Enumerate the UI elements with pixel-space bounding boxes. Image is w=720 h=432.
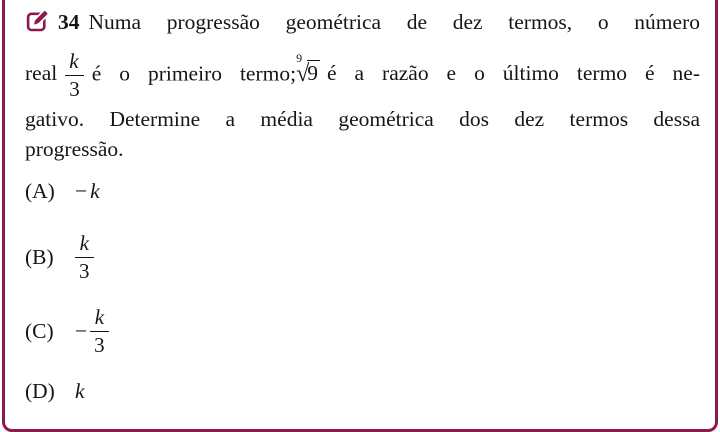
radical-index: 9 [296, 51, 303, 66]
option-d-label: (D) [25, 378, 55, 403]
ninth-root-radical [296, 51, 320, 88]
question-text-1: Numa progressão geométrica de dez termos, o número [88, 10, 700, 34]
minus-sign: − [75, 178, 88, 203]
question-number: 34 [58, 10, 80, 34]
question-text-2-lead: real [25, 61, 58, 86]
radical-radicand: 9 [307, 61, 319, 86]
minus-sign: − [75, 318, 88, 343]
option-c-fraction [90, 305, 109, 358]
question-line-2 [25, 49, 700, 102]
fraction-denominator: 3 [65, 75, 84, 102]
question-text-2-tail: é a razão e o último termo é ne- [327, 61, 700, 86]
fraction-numerator: k [79, 230, 89, 255]
pencil-edit-icon [25, 9, 50, 41]
fraction-k-over-3 [65, 49, 84, 102]
fraction-denominator: 3 [90, 331, 109, 358]
option-c-label: (C) [25, 318, 54, 343]
option-d-row [25, 378, 700, 404]
option-c-value [75, 305, 109, 358]
fraction-denominator: 3 [75, 257, 94, 284]
option-d-value [75, 379, 85, 404]
options-list [25, 178, 700, 404]
question-text-3: gativo. Determine a média geométrica dos dez termos dessa [25, 107, 700, 131]
fraction-numerator: k [94, 304, 105, 329]
question-card [25, 7, 700, 404]
option-a-label: (A) [25, 178, 55, 203]
question-line-1 [25, 7, 700, 41]
option-d-symbol: k [75, 378, 85, 403]
question-text-4: progressão. [25, 137, 124, 161]
option-b-value [75, 231, 94, 284]
option-a-symbol: k [90, 178, 100, 203]
fraction-numerator: k [69, 49, 79, 73]
option-b-label: (B) [25, 244, 54, 269]
question-line-4 [25, 134, 700, 164]
question-line-3 [25, 104, 700, 134]
option-a-value [75, 179, 100, 204]
question-text-2-mid: é o primeiro termo; [91, 61, 297, 86]
option-b-row [25, 230, 700, 284]
option-c-row [25, 304, 700, 358]
radical-surd-symbol: √ [296, 61, 310, 88]
option-b-fraction [75, 231, 94, 284]
option-a-row [25, 178, 700, 204]
